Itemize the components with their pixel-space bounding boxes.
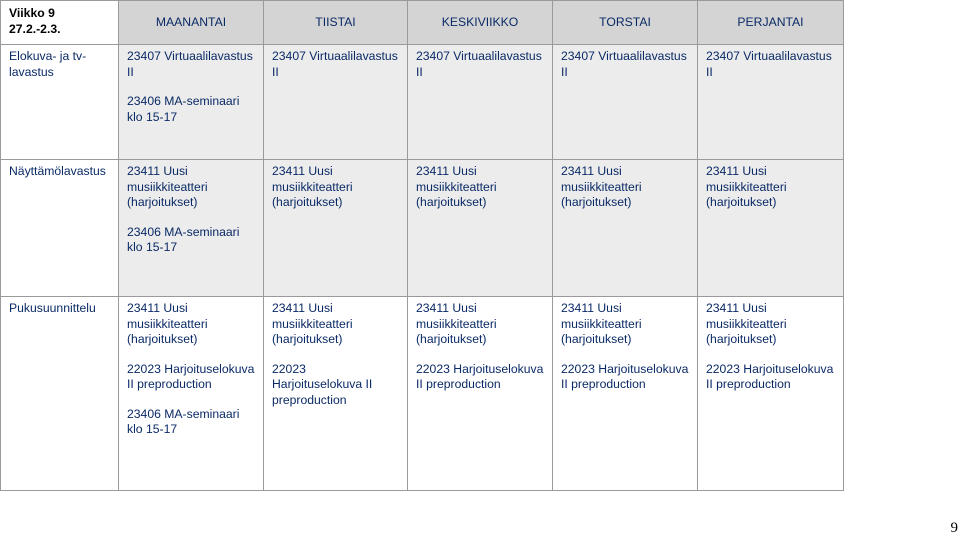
- table-row: [1, 45, 844, 160]
- course-entry: 23411 Uusi musiikkiteatteri (harjoitukset): [561, 301, 642, 346]
- course-entry: 23411 Uusi musiikkiteatteri (harjoitukset): [272, 301, 353, 346]
- table-row: [1, 297, 844, 491]
- course-entry: 23407 Virtuaalilavastus II: [561, 49, 687, 79]
- day-header-friday: PERJANTAI: [698, 1, 844, 45]
- week-label: Viikko 9: [9, 6, 55, 20]
- day-header-thursday: TORSTAI: [553, 1, 698, 45]
- course-entry: 23407 Virtuaalilavastus II: [416, 49, 542, 79]
- schedule-cell: [553, 160, 698, 297]
- course-entry: 23411 Uusi musiikkiteatteri (harjoitukset): [706, 301, 787, 346]
- course-entry: 23407 Virtuaalilavastus II: [127, 49, 253, 79]
- course-entry: 23406 MA-seminaari klo 15-17: [127, 224, 240, 254]
- page-number: 9: [950, 520, 958, 536]
- course-entry: 23406 MA-seminaari klo 15-17: [127, 94, 240, 124]
- course-entry: 23411 Uusi musiikkiteatteri (harjoitukset): [272, 164, 353, 209]
- course-entry: 23407 Virtuaalilavastus II: [706, 49, 832, 79]
- section-label: Pukusuunnittelu: [1, 297, 119, 491]
- schedule-cell: [553, 297, 698, 491]
- day-header-wednesday: KESKIVIIKKO: [408, 1, 553, 45]
- course-entry: 23411 Uusi musiikkiteatteri (harjoitukset): [127, 164, 208, 209]
- schedule-cell: [119, 160, 264, 297]
- day-header-monday: MAANANTAI: [119, 1, 264, 45]
- schedule-cell: [408, 297, 553, 491]
- schedule-cell: [408, 45, 553, 160]
- schedule-cell: [264, 297, 408, 491]
- day-header-tuesday: TIISTAI: [264, 1, 408, 45]
- course-entry: 23411 Uusi musiikkiteatteri (harjoitukset): [706, 164, 787, 209]
- week-cell: [1, 1, 119, 45]
- schedule-cell: [698, 45, 844, 160]
- course-entry: 23407 Virtuaalilavastus II: [272, 49, 398, 79]
- schedule-cell: [408, 160, 553, 297]
- course-entry: 23406 MA-seminaari klo 15-17: [127, 406, 240, 436]
- table-row: [1, 160, 844, 297]
- course-entry: 22023 Harjoituselokuva II preproduction: [272, 361, 373, 407]
- schedule-cell: [698, 160, 844, 297]
- section-label: Näyttämölavastus: [1, 160, 119, 297]
- schedule-cell: [119, 297, 264, 491]
- header-row: [1, 1, 844, 45]
- schedule-cell: [119, 45, 264, 160]
- course-entry: 23411 Uusi musiikkiteatteri (harjoitukset): [416, 301, 497, 346]
- schedule-cell: [264, 160, 408, 297]
- schedule-cell: [264, 45, 408, 160]
- course-entry: 23411 Uusi musiikkiteatteri (harjoitukset): [416, 164, 497, 209]
- section-label: Elokuva- ja tv-lavastus: [1, 45, 119, 160]
- schedule-cell: [698, 297, 844, 491]
- schedule-cell: [553, 45, 698, 160]
- course-entry: 23411 Uusi musiikkiteatteri (harjoitukset): [561, 164, 642, 209]
- course-entry: 22023 Harjoituselokuva II preproduction: [416, 361, 544, 391]
- course-entry: 22023 Harjoituselokuva II preproduction: [561, 361, 689, 391]
- week-dates: 27.2.-2.3.: [9, 21, 61, 36]
- course-entry: 22023 Harjoituselokuva II preproduction: [127, 361, 255, 391]
- course-entry: 23411 Uusi musiikkiteatteri (harjoitukset): [127, 301, 208, 346]
- course-entry: 22023 Harjoituselokuva II preproduction: [706, 361, 834, 391]
